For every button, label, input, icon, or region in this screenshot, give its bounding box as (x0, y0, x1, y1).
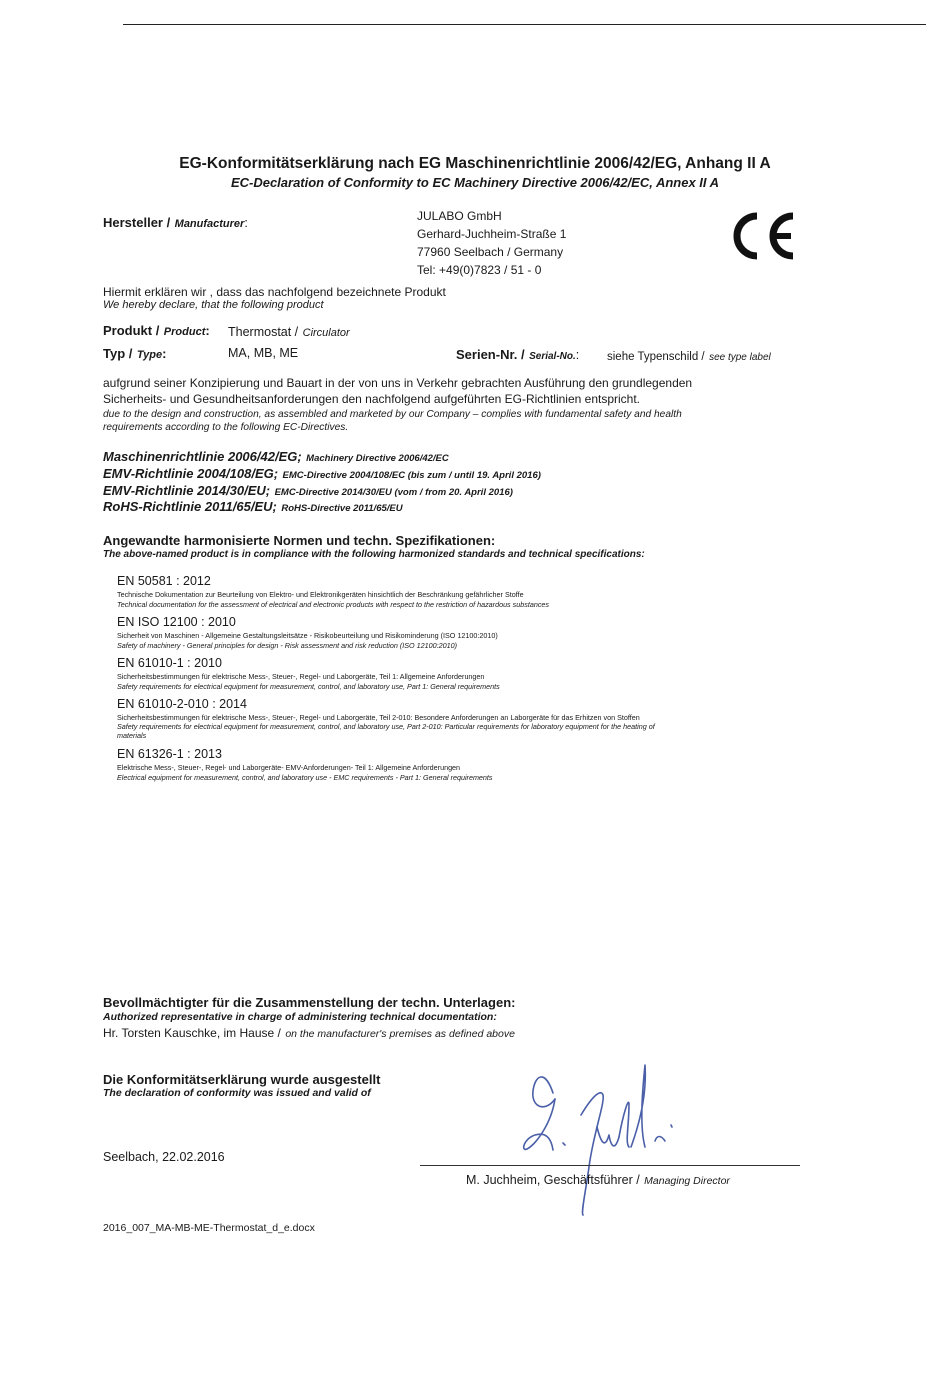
directive-item: EMV-Richtlinie 2004/108/EG; EMC-Directive 2004/108/EC (bis zum / until 19. April 2016) (103, 466, 541, 481)
manufacturer-city: 77960 Seelbach / Germany (417, 245, 564, 259)
issued-heading-german: Die Konformitätserklärung wurde ausgestellt (103, 1072, 381, 1087)
directive-item: Maschinenrichtlinie 2006/42/EG; Machinery Directive 2006/42/EC (103, 449, 449, 464)
standard-description-english-cont: materials (117, 731, 147, 740)
conformity-german-line2: Sicherheits- und Gesundheitsanforderungen den nachfolgend aufgeführten EG-Richtlinien entspricht. (103, 392, 641, 406)
standard-code: EN ISO 12100 : 2010 (117, 615, 236, 629)
signer-name: M. Juchheim, Geschäftsführer / Managing Director (466, 1173, 730, 1187)
standard-description-german: Sicherheitsbestimmungen für elektrische Mess-, Steuer-, Regel- und Laborgeräte, Teil 1: Allgemeine Anforderungen (117, 672, 485, 681)
directive-item: RoHS-Richtlinie 2011/65/EU; RoHS-Directive 2011/65/EU (103, 499, 403, 514)
title-german: EG-Konformitätserklärung nach EG Maschinenrichtlinie 2006/42/EG, Anhang II A (179, 155, 771, 172)
standard-code: EN 61010-1 : 2010 (117, 656, 222, 670)
standard-description-english: Safety requirements for electrical equipment for measurement, control, and laboratory use, Part 2-010: Particular requirements for laboratory equipment for the heating of (117, 722, 655, 731)
issued-heading-english: The declaration of conformity was issued and valid of (103, 1087, 371, 1099)
declare-german: Hiermit erklären wir , dass das nachfolgend bezeichnete Produkt (103, 285, 446, 299)
declare-english: We hereby declare, that the following product (103, 299, 324, 311)
type-value: MA, MB, ME (228, 346, 299, 360)
standard-description-english: Safety requirements for electrical equipment for measurement, control, and laboratory use, Part 1: General requirements (117, 682, 500, 691)
manufacturer-name: JULABO GmbH (417, 209, 502, 223)
standard-description-english: Technical documentation for the assessment of electrical and electronic products with respect to the restriction of hazardous substances (117, 600, 550, 609)
standard-code: EN 50581 : 2012 (117, 574, 211, 588)
footer-filename: 2016_007_MA-MB-ME-Thermostat_d_e.docx (103, 1222, 315, 1234)
standards-heading-english: The above-named product is in compliance with the following harmonized standards and technical specifications: (103, 549, 645, 560)
type-label: Typ / Type: (103, 346, 167, 361)
serial-label: Serien-Nr. / Serial-No.: (456, 347, 580, 362)
representative-heading-german: Bevollmächtigter für die Zusammenstellung der techn. Unterlagen: (103, 995, 516, 1010)
product-value: Thermostat / Circulator (228, 325, 350, 339)
header-rule (123, 24, 926, 25)
conformity-german-line1: aufgrund seiner Konzipierung und Bauart in der von uns in Verkehr gebrachten Ausführung den grundlegenden (103, 376, 693, 390)
ce-mark-logo (727, 210, 799, 262)
manufacturer-tel: Tel: +49(0)7823 / 51 - 0 (417, 263, 542, 277)
product-label: Produkt / Product: (103, 323, 210, 338)
title-english: EC-Declaration of Conformity to EC Machinery Directive 2006/42/EC, Annex II A (230, 175, 720, 190)
standard-description-german: Elektrische Mess-, Steuer-, Regel- und Laborgeräte- EMV-Anforderungen- Teil 1: Allgemeine Anforderungen (117, 763, 461, 772)
manufacturer-label: Hersteller / Manufacturer: (103, 215, 248, 230)
standard-description-english: Safety of machinery - General principles for design - Risk assessment and risk reduction (ISO 12100:2010) (117, 641, 457, 650)
standard-code: EN 61326-1 : 2013 (117, 747, 222, 761)
signature-image (505, 1055, 705, 1220)
directive-item: EMV-Richtlinie 2014/30/EU; EMC-Directive 2014/30/EU (vom / from 20. April 2016) (103, 483, 513, 498)
conformity-english-line2: requirements according to the following EC-Directives. (103, 422, 349, 433)
serial-value: siehe Typenschild / see type label (607, 351, 771, 363)
signature-line (420, 1165, 800, 1166)
standard-code: EN 61010-2-010 : 2014 (117, 697, 247, 711)
standard-description-german: Sicherheitsbestimmungen für elektrische Mess-, Steuer-, Regel- und Laborgeräte, Teil 2-010: Besondere Anforderungen an Laborgeräte für das Erhitzen von Stoffen (117, 713, 640, 722)
place-date: Seelbach, 22.02.2016 (103, 1150, 225, 1164)
standard-description-german: Sicherheit von Maschinen - Allgemeine Gestaltungsleitsätze - Risikobeurteilung und Risikominderung (ISO 12100:2010) (117, 631, 498, 640)
standard-description-german: Technische Dokumentation zur Beurteilung von Elektro- und Elektronikgeräten hinsichtlich der Beschränkung gefährlicher Stoffe (117, 590, 524, 599)
representative-name: Hr. Torsten Kauschke, im Hause / on the manufacturer's premises as defined above (103, 1026, 515, 1040)
representative-heading-english: Authorized representative in charge of administering technical documentation: (103, 1011, 497, 1023)
conformity-english-line1: due to the design and construction, as assembled and marketed by our Company – complies with fundamental safety and health (103, 409, 682, 420)
manufacturer-street: Gerhard-Juchheim-Straße 1 (417, 227, 567, 241)
standards-heading-german: Angewandte harmonisierte Normen und techn. Spezifikationen: (103, 533, 496, 548)
standard-description-english: Electrical equipment for measurement, control, and laboratory use - EMC requirements - Part 1: General requirements (117, 773, 493, 782)
